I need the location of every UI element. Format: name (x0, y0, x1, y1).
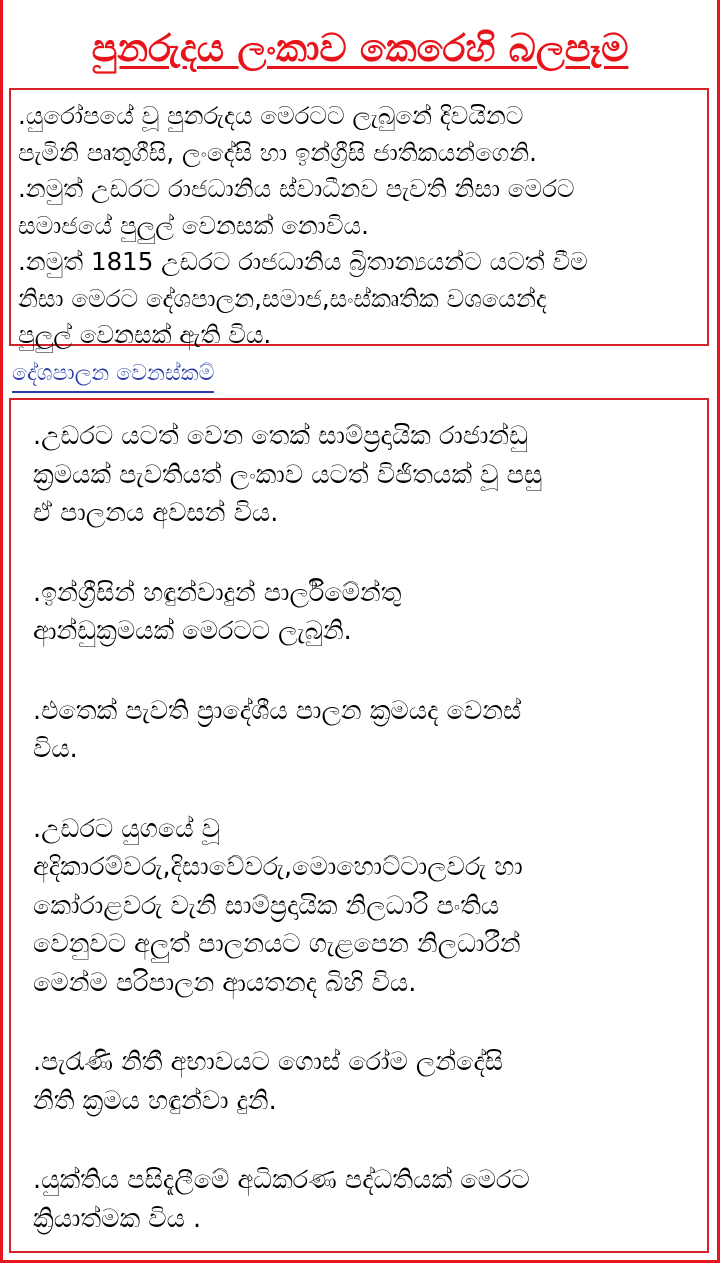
paragraph-line: .යුක්තිය පසිදැලීමේ අධිකරණ පද්ධතියක් මෙරට (33, 1165, 530, 1195)
paragraph-line: විය. (33, 734, 78, 764)
section-heading: දේශපාලන වෙනස්කම් (12, 359, 214, 393)
paragraph-line: ක්‍රියාත්මක විය . (33, 1203, 202, 1234)
paragraph-line: වෙනුවට අලුත් පාලනයට ගැළපෙන නිලධාරීන් (33, 929, 521, 959)
paragraph-line: .එතෙක් පැවති ප්‍රාදේශීය පාලන ක්‍රමයද වෙනස් (33, 695, 522, 726)
intro-line: .නමුත් 1815 උඩරට රාජධානිය බ්‍රිතාන්‍යයන්ට යටත් වීම (18, 247, 588, 276)
paragraph-officials (33, 810, 699, 1003)
paragraph-line: ක්‍රමයක් පැවතියත් ලංකාව යටත් විජිතයක් වූ පසු (33, 459, 543, 490)
paragraph-regional-admin (33, 692, 699, 769)
paragraph-line: .උඩරට යටත් වෙන තෙක් සාම්ප්‍රදායික රාජාන්ඩු (33, 421, 529, 451)
intro-line: .යුරෝපයේ වූ පුනරුදය මෙරටට ලැබුනේ දිවයිනට (18, 101, 524, 130)
paragraph-line: .ඉන්ග්‍රීසින් හඳුන්වාදුන් පාර්ලිමේන්තු (33, 577, 402, 608)
intro-line: නිසා මෙරට දේශපාලන,සමාජ,සංස්කෘතික වශයෙන්ද (18, 283, 547, 313)
paragraph-line: නිති ක්‍රමය හඳුන්වා දුනි. (33, 1085, 277, 1116)
page-title: පුනරුදය ලංකාව කෙරෙහි බලපෑම (91, 26, 629, 70)
intro-line: පැමිනි පෘතුගීසි, ලංදේසි හා ඉන්ග්‍රීසි ජාතිකයන්ගෙනි. (18, 137, 537, 167)
paragraph-line: ආන්ඩුක්‍රමයක් මෙරටට ලැබුනි. (33, 616, 352, 646)
intro-line: පුලුල් වෙනසක් ඇති විය. (18, 320, 272, 349)
paragraph-rule-end (33, 417, 699, 533)
paragraph-judiciary (33, 1161, 699, 1238)
paragraph-law (33, 1043, 699, 1120)
intro-line: සමාජයේ පුලුල් වෙනසක් නොවිය. (18, 210, 369, 240)
paragraph-line: .පැරැණි නිතී අභාවයට ගොස් රෝම ලන්දේසි (33, 1047, 504, 1077)
intro-line: .නමුත් උඩරට රාජධානිය ස්වාධීනව පැවති නිසා මෙරට (18, 174, 575, 203)
paragraph-line: .උඩරට යුගයේ වූ (33, 813, 221, 844)
content-box (9, 398, 709, 1253)
paragraph-line: කෝරාළවරු වැනි සාම්ප්‍රදායික නිලධාරි පංතිය (33, 890, 500, 921)
intro-box (9, 88, 709, 349)
paragraph-parliament (33, 574, 699, 651)
paragraph-line: මෙන්ම පරිපාලන ආයතනද බිහි විය. (33, 967, 417, 998)
paragraph-line: ඒ පාලනය අවසන් විය. (33, 498, 279, 528)
paragraph-line: අදිකාරම්වරු,දිසාවේවරු,මොහොට්ටාලවරු හා (33, 852, 523, 882)
